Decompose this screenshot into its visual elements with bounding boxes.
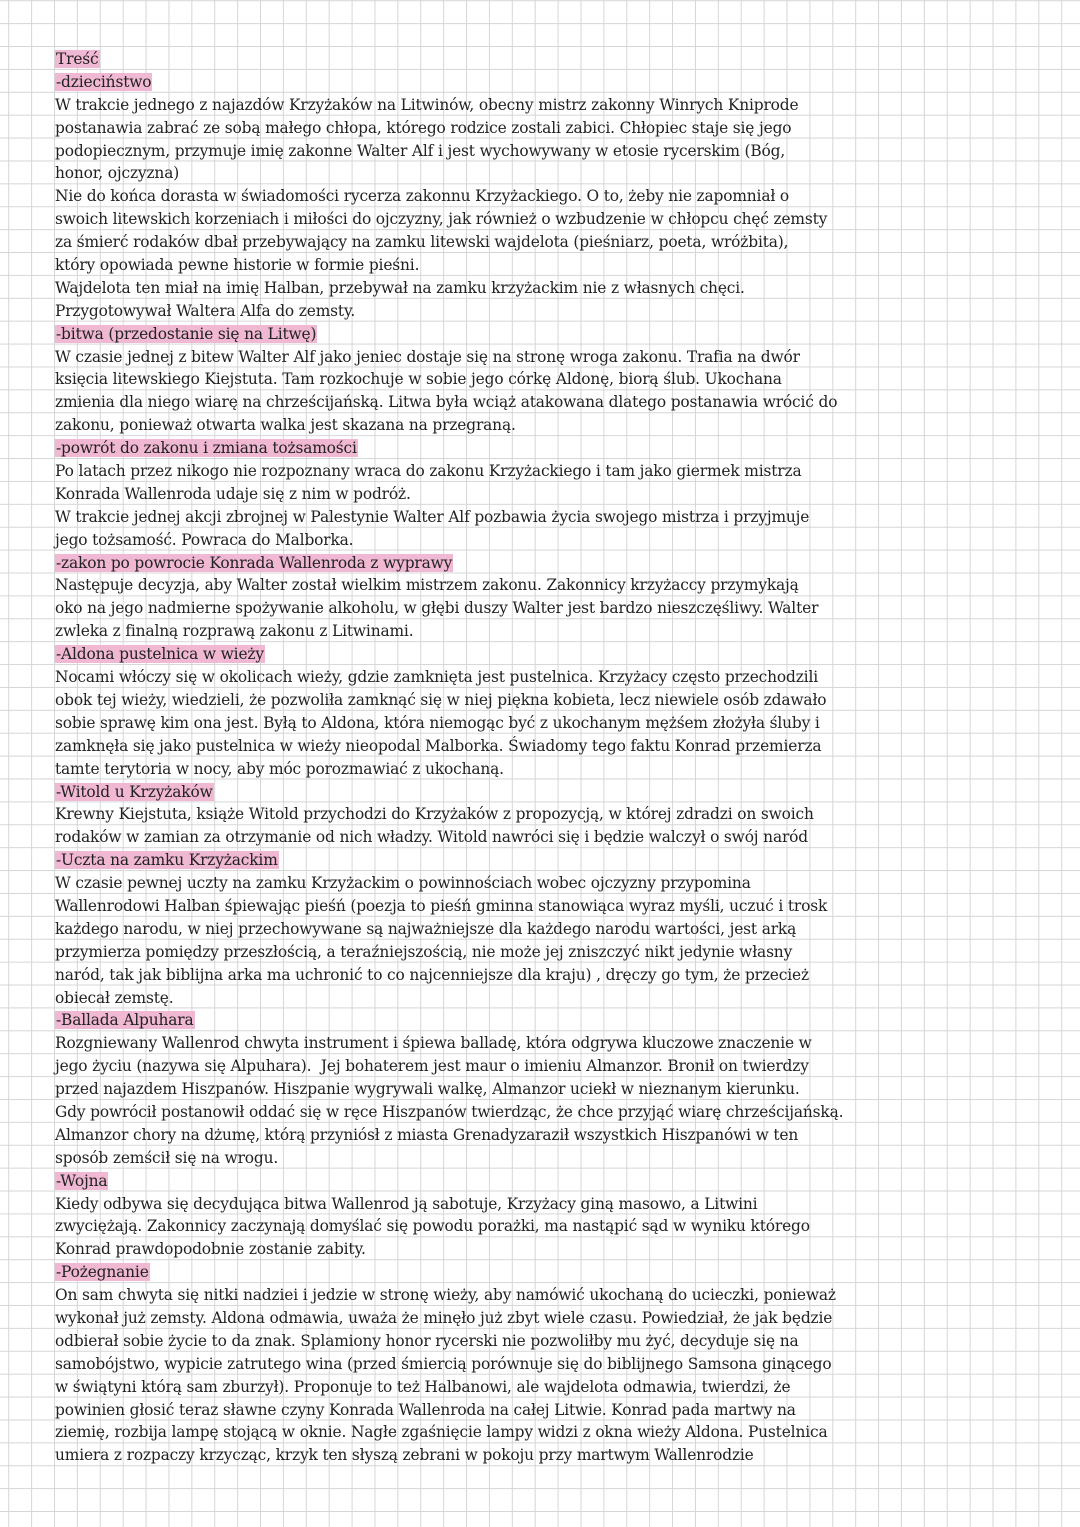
document-body [55,48,1030,1467]
text-line: przymierza pomiędzy przeszłością, a teraźniejszością, nie może jej zniszczyć nikt jedynie własny [55,942,793,961]
text-line: sposób zemścił się na wrogu. [55,1148,279,1167]
text-line: sobie sprawę kim ona jest. Byłą to Aldona, która niemogąc być z ukochanym mężśem złożyła śluby i [55,713,820,732]
highlighted-heading-text: -Aldona pustelnica w wieży [56,645,264,664]
text-line: Kiedy odbywa się decydująca bitwa Wallenrod ją sabotuje, Krzyżacy giną masowo, a Litwini [55,1194,758,1213]
text-line: zmienia dla niego wiarę na chrześcijańską. Litwa była wciąż atakowana dlatego postanawia wrócić do [55,393,838,412]
text-line: każdego narodu, w niej przechowywane są najważniejsze dla każdego narodu wartości, jest arką [55,919,797,938]
section-heading [55,849,1030,872]
section-heading [55,48,1030,71]
text-line: oko na jego nadmierne spożywanie alkoholu, w głębi duszy Walter jest bardzo nieszczęśliwy. Walter [55,599,819,618]
text-line: który opowiada pewne historie w formie pieśni. [55,256,420,275]
text-line: naród, tak jak biblijna arka ma uchronić to co najcenniejsze dla kraju) , dręczy go tym, że przecież [55,965,809,984]
text-line: w świątyni którą sam zburzył). Proponuje to też Halbanowi, ale wajdelota odmawia, twierdzi, że [55,1377,791,1396]
highlighted-heading-text: Treść [56,50,99,68]
text-line: Wajdelota ten miał na imię Halban, przebywał na zamku krzyżackim nie z własnych chęci. [55,278,745,297]
text-line: umiera z rozpaczy krzycząc, krzyk ten słyszą zebrani w pokoju przy martwym Wallenrodzie [55,1446,754,1465]
text-line: W trakcie jednego z najazdów Krzyżaków na Litwinów, obecny mistrz zakonny Winrych Kniprode [55,95,799,114]
text-line: Krewny Kiejstuta, książe Witold przychodzi do Krzyżaków z propozycją, w której zdradzi on swoich [55,805,814,824]
highlighted-heading-text: -Ballada Alpuhara [56,1011,194,1030]
section-heading [55,323,1030,346]
text-line: zwleka z finalną rozprawą zakonu z Litwinami. [55,622,414,641]
text-line: Następuje decyzja, aby Walter został wielkim mistrzem zakonu. Zakonnicy krzyżaccy przymykają [55,576,799,595]
highlighted-heading-text: -Uczta na zamku Krzyżackim [56,851,278,870]
section-heading [55,781,1030,804]
highlighted-heading-text: -Witold u Krzyżaków [56,782,213,801]
text-line: swoich litewskich korzeniach i miłości do ojczyzny, jak również o wzbudzenie w chłopcu chęć zemsty [55,210,828,229]
text-line: Nie do końca dorasta w świadomości rycerza zakonnu Krzyżackiego. O to, żeby nie zapomniał o [55,187,790,206]
text-line: zwyciężają. Zakonnicy zaczynają domyślać się powodu porażki, ma nastąpić sąd w wyniku którego [55,1217,810,1236]
text-line: Konrada Wallenroda udaje się z nim w podróż. [55,484,411,503]
text-line: zamknęła się jako pustelnica w wieży nieopodal Malborka. Świadomy tego faktu Konrad przemierza [55,736,822,755]
text-line: powinien głosić teraz sławne czyny Konrada Wallenroda na całej Litwie. Konrad pada martwy na [55,1400,796,1419]
text-line: księcia litewskiego Kiejstuta. Tam rozkochuje w sobie jego córkę Aldonę, biorą ślub. Ukochana [55,370,782,389]
text-line: Wallenrodowi Halban śpiewając pieśń (poezja to pieśń gminna stanowiąca wyraz myśli, uczuć i trosk [55,896,828,915]
text-line: Rozgniewany Wallenrod chwyta instrument i śpiewa balladę, która odgrywa kluczowe znaczenie w [55,1034,812,1053]
text-line: Przygotowywał Waltera Alfa do zemsty. [55,301,356,320]
text-line: rodaków w zamian za otrzymanie od nich władzy. Witold nawróci się i będzie walczył o swój naród [55,828,808,847]
text-line: jego tożsamość. Powraca do Malborka. [55,530,354,549]
text-line: podopiecznym, przymuje imię zakonne Walter Alf i jest wychowywany w etosie rycerskim (Bóg, [55,141,786,160]
text-line: za śmierć rodaków dbał przebywający na zamku litewski wajdelota (pieśniarz, poeta, wróżbita), [55,233,789,252]
text-line: samobójstwo, wypicie zatrutego wina (przed śmiercią porównuje się do biblijnego Samsona ginącego [55,1354,832,1373]
text-line: tamte terytoria w nocy, aby móc porozmawiać z ukochaną. [55,759,504,778]
text-line: honor, ojczyzna) [55,164,180,183]
text-line: jego życiu (nazywa się Alpuhara). Jej bohaterem jest maur o imieniu Almanzor. Bronił on twierdzy [55,1057,809,1076]
section-heading [55,1009,1030,1032]
text-line: Nocami włóczy się w okolicach wieży, gdzie zamknięta jest pustelnica. Krzyżacy często przechodzili [55,668,818,687]
section-heading [55,1261,1030,1284]
highlighted-heading-text: -Pożegnanie [56,1263,149,1282]
highlighted-heading-text: -powrót do zakonu i zmiana tożsamości [56,439,357,458]
text-line: ziemię, rozbija lampę stojącą w oknie. Nagłe zgaśnięcie lampy widzi z okna wieży Aldona. Pustelnica [55,1423,828,1442]
section-heading [55,71,1030,94]
text-line: Gdy powrócił postanowił oddać się w ręce Hiszpanów twierdząc, że chce przyjąć wiarę chrześcijańską. [55,1102,844,1121]
text-line: wykonał już zemsty. Aldona odmawia, uważa że minęło już zbyt wiele czasu. Powiedział, że jak będzie [55,1308,833,1327]
highlighted-heading-text: -zakon po powrocie Konrada Wallenroda z wyprawy [56,553,453,572]
section-heading [55,552,1030,575]
text-line: W czasie pewnej uczty na zamku Krzyżackim o powinnościach wobec ojczyzny przypomina [55,874,751,893]
text-line: Po latach przez nikogo nie rozpoznany wraca do zakonu Krzyżackiego i tam jako giermek mistrza [55,462,802,481]
text-line: Almanzor chory na dżumę, którą przyniósł z miasta Grenadyzaraził wszystkich Hiszpanówi w ten [55,1125,799,1144]
text-line: obiecał zemstę. [55,988,174,1007]
text-line: Konrad prawdopodobnie zostanie zabity. [55,1240,366,1259]
highlighted-heading-text: -dzieciństwo [56,72,152,91]
text-line: W czasie jednej z bitew Walter Alf jako jeniec dostaje się na stronę wroga zakonu. Trafia na dwór [55,347,800,366]
section-heading [55,643,1030,666]
section-heading [55,437,1030,460]
highlighted-heading-text: -Wojna [56,1171,108,1190]
highlighted-heading-text: -bitwa (przedostanie się na Litwę) [56,324,317,343]
text-line: W trakcie jednej akcji zbrojnej w Palestynie Walter Alf pozbawia życia swojego mistrza i przyjmuje [55,507,810,526]
text-line: obok tej wieży, wiedzieli, że pozwoliła zamknąć się w niej piękna kobieta, lecz niewiele osób zdawało [55,690,827,709]
section-heading [55,1170,1030,1193]
text-line: przed najazdem Hiszpanów. Hiszpanie wygrywali walkę, Almanzor uciekł w nieznanym kierunku. [55,1080,800,1099]
text-line: On sam chwyta się nitki nadziei i jedzie w stronę wieży, aby namówić ukochaną do ucieczki, ponieważ [55,1286,836,1305]
text-line: zakonu, ponieważ otwarta walka jest skazana na przegraną. [55,416,516,435]
text-line: odbierał sobie życie to da znak. Splamiony honor rycerski nie pozwoliłby mu żyć, decyduje się na [55,1331,799,1350]
text-line: postanawia zabrać ze sobą małego chłopa, którego rodzice zostali zabici. Chłopiec staje się jego [55,118,792,137]
